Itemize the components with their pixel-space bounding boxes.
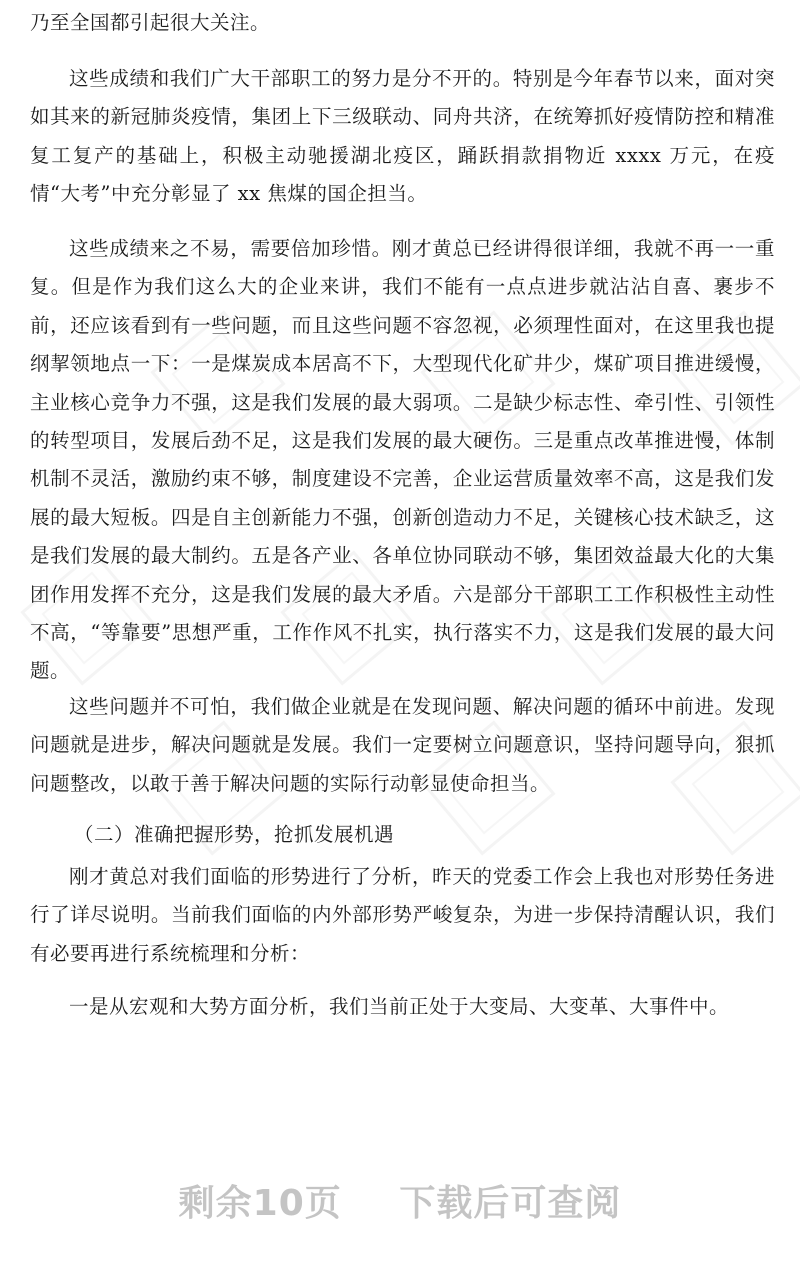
- paragraph-text: 一是从宏观和大势方面分析，我们当前正处于大变局、大变革、大事件中。: [69, 995, 730, 1018]
- download-to-view-label: 下载后可查阅: [399, 1183, 622, 1224]
- paragraph-text: 这些问题并不可怕，我们做企业就是在发现问题、解决问题的循环中前进。发现问题就是进步，解决问题就是发展。我们一定要树立问题意识，坚持问题导向，狠抓问题整改，以敢于善于解决问题的实际行动彰显使命担当。: [30, 695, 775, 795]
- paragraph-text: 这些成绩来之不易，需要倍加珍惜。刚才黄总已经讲得很详细，我就不再一一重复。但是作为我们这么大的企业来讲，我们不能有一点点进步就沾沾自喜、裹步不前，还应该看到有一些问题，而且这些问题不容忽视，必须理性面对，在这里我也提纲挈领地点一下：一是煤炭成本居高不下，大型现代化矿井少，煤矿项目推进缓慢，主业核心竞争力不强，这是我们发展的最大弱项。二是缺少标志性、牵引性、引领性的转型项目，发展后劲不足，这是我们发展的最大硬伤。三是重点改革推进慢，体制机制不灵活，激励约束不够，制度建设不完善，企业运营质量效率不高，这是我们发展的最大短板。四是自主创新能力不强，创新创造动力不足，关键核心技术缺乏，这是我们发展的最大制约。五是各产业、各单位协同联动不够，集团效益最大化的大集团作用发挥不充分，这是我们发展的最大矛盾。六是部分干部职工工作积极性主动性不高，“等靠要”思想严重，工作作风不扎实，执行落实不力，这是我们发展的最大问题。: [30, 237, 775, 683]
- paragraph-problem-solving: [30, 688, 775, 803]
- paragraph-text: 这些成绩和我们广大干部职工的努力是分不开的。特别是今年春节以来，面对突如其来的新冠肺炎疫情，集团上下三级联动、同舟共济，在统筹抓好疫情防控和精准复工复产的基础上，积极主动驰援湖北疫区，踊跃捐款捐物近 xxxx 万元，在疫情“大考”中充分彰显了 xx 焦煤的国企担当。: [30, 67, 775, 206]
- paragraph-lead: [30, 4, 775, 42]
- download-banner[interactable]: [0, 1175, 800, 1227]
- section-heading: [30, 816, 775, 854]
- paragraph-macro: [30, 988, 775, 1026]
- section-heading-text: （二）准确把握形势，抢抓发展机遇: [74, 823, 395, 846]
- paragraph-situation: [30, 858, 775, 973]
- paragraph-text: 刚才黄总对我们面临的形势进行了分析，昨天的党委工作会上我也对形势任务进行了详尽说明。当前我们面临的内外部形势严峻复杂，为进一步保持清醒认识，我们有必要再进行系统梳理和分析：: [30, 865, 775, 965]
- paragraph-text: 乃至全国都引起很大关注。: [30, 11, 271, 34]
- paragraph-achievements: [30, 60, 775, 214]
- paragraph-problems: [30, 230, 775, 691]
- remaining-pages-label: 剩余10页: [178, 1183, 342, 1224]
